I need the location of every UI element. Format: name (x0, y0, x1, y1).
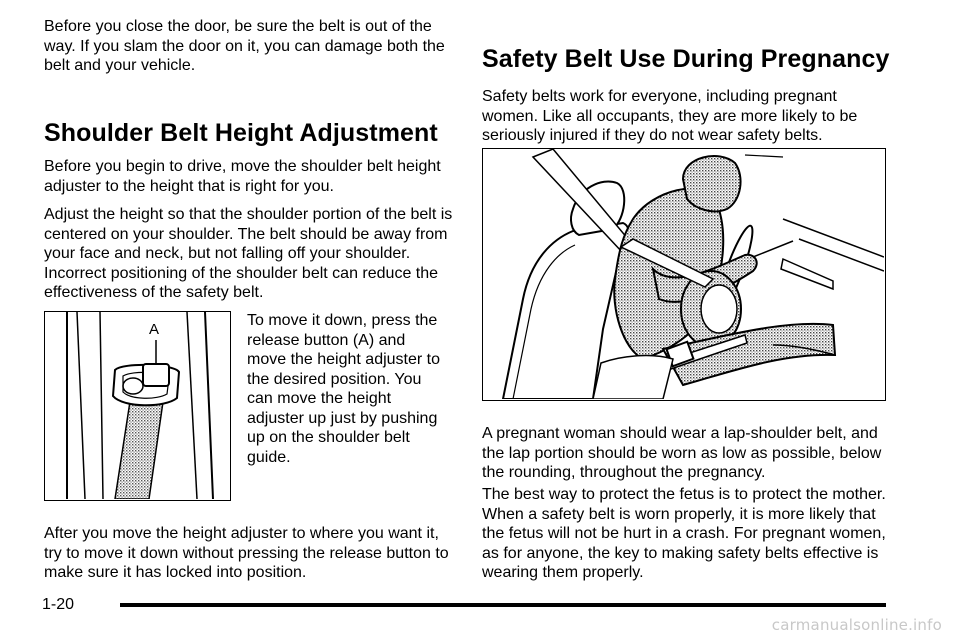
pregnancy-belt-figure (482, 148, 886, 401)
page-number: 1-20 (42, 596, 75, 613)
watermark: carmanualsonline.info (771, 616, 942, 634)
belt-adjuster-illustration (45, 312, 229, 499)
pregnancy-paragraph-2: A pregnant woman should wear a lap-shoulder belt, and the lap portion should be worn as low as possible, below the rounding, throughout the pregnancy. (482, 425, 882, 481)
shoulder-belt-paragraph-3: After you move the height adjuster to where you want it, try to move it down without pressing the release button to make sure it has locked into position. (44, 525, 449, 581)
pregnancy-paragraph-1: Safety belts work for everyone, including pregnant women. Like all occupants, they are more likely to be seriously injured if they do not wear safety belts. (482, 88, 858, 144)
intro-paragraph: Before you close the door, be sure the belt is out of the way. If you slam the door on it, you can damage both the belt and your vehicle. (44, 18, 445, 74)
pregnancy-belt-illustration (483, 149, 884, 399)
section-heading-shoulder-belt: Shoulder Belt Height Adjustment (44, 119, 438, 147)
section-heading-pregnancy: Safety Belt Use During Pregnancy (482, 45, 890, 73)
footer-rule (120, 603, 886, 607)
belt-adjuster-figure (44, 311, 231, 501)
pregnancy-paragraph-3: The best way to protect the fetus is to protect the mother. When a safety belt is worn properly, it is more likely that the fetus will not be hurt in a crash. For pregnant women, as for anyone, the key to making safety belts effective is wearing them properly. (482, 486, 886, 581)
shoulder-belt-paragraph-2: Adjust the height so that the shoulder portion of the belt is centered on your shoulder. The belt should be away from your face and neck, but not falling off your shoulder. Incorrect positioning of the shoulder belt can reduce the effectiveness of the safety belt. (44, 206, 453, 301)
callout-label-a: A (149, 321, 160, 338)
shoulder-belt-paragraph-1: Before you begin to drive, move the shoulder belt height adjuster to the height that is right for you. (44, 158, 441, 195)
release-button-paragraph: To move it down, press the release button (A) and move the height adjuster to the desired position. You can move the height adjuster up just by pushing up on the shoulder belt guide. (247, 312, 441, 466)
